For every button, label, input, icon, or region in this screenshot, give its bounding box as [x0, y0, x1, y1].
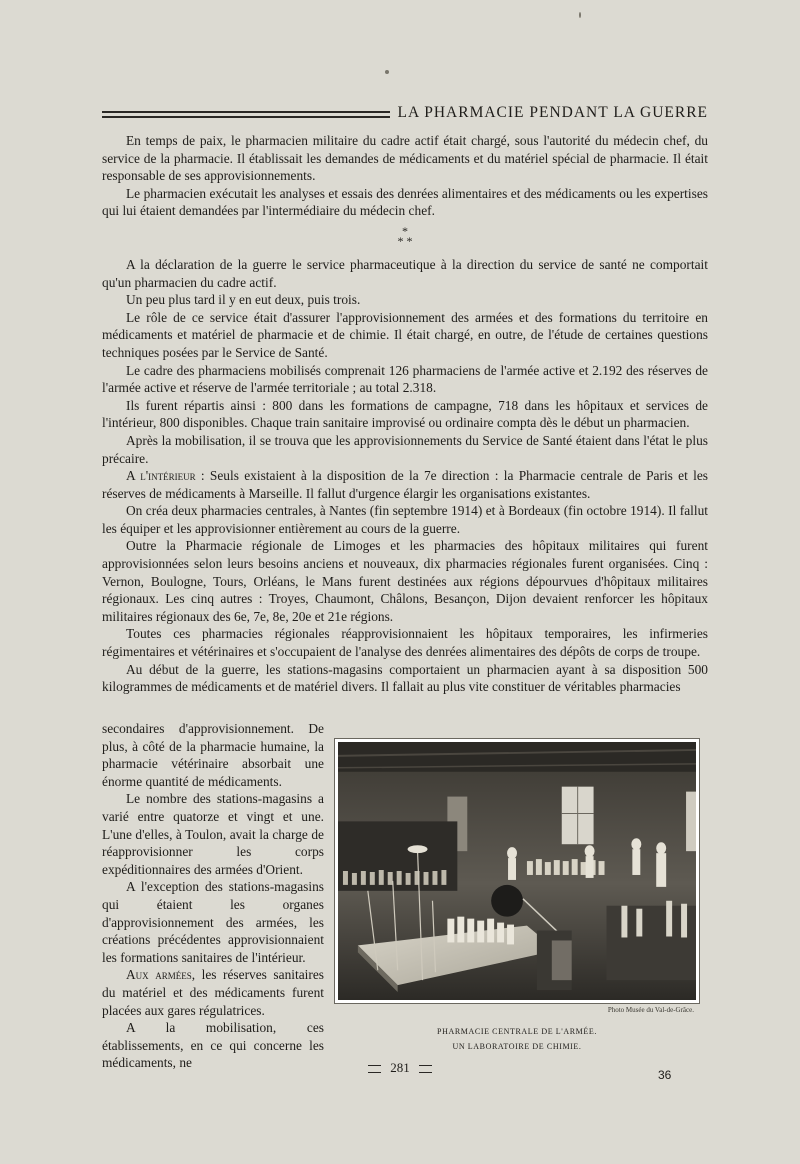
asterism-divider — [102, 223, 708, 248]
laboratory-photo — [334, 738, 700, 1004]
paragraph: Toutes ces pharmacies régionales réapprovisionnaient les hôpitaux temporaires, les infirmeries régimentaires et vétérinaires et s'occupaient de l'analyse des denrées alimentaires des dépôts de corps de troupe. — [102, 626, 708, 660]
page-number: 281 — [390, 1060, 410, 1075]
folio-ornament — [368, 1065, 381, 1073]
photo-caption-line: UN LABORATOIRE DE CHIMIE. — [452, 1042, 582, 1051]
column-paragraph: A la mobilisation, ces établissements, en ce qui concerne les médicaments, ne — [102, 1020, 324, 1071]
left-column-text — [102, 720, 324, 1072]
asterism-top: * — [402, 223, 408, 238]
paragraph: On créa deux pharmacies centrales, à Nantes (fin septembre 1914) et à Bordeaux (fin octobre 1914). Il fallut les équiper et les approvisionner entièrement au cours de la guerre. — [102, 503, 708, 536]
paragraph-rest: : Seuls existaient à la disposition de la 7e direction : la Pharmacie centrale de Paris et les réserves de médicaments à Marseille. Il fallut d'urgence élargir les organisations existantes. — [102, 468, 708, 501]
paragraph-lead: A — [126, 468, 141, 484]
ink-speck — [385, 70, 389, 74]
paragraph: Le rôle de ce service était d'assurer l'approvisionnement des armées et des formations du territoire en médicaments et matériel de pharmacie et de chimie. Il était chargé, en outre, de l'étude de certaines questions techniques posées par le Service de Santé. — [102, 309, 708, 360]
asterism-bottom: * * — [397, 233, 413, 248]
paragraph-armees — [102, 966, 324, 1019]
ink-speck — [579, 12, 581, 18]
paragraph: A la déclaration de la guerre le service pharmaceutique à la direction du service de santé ne comportait qu'un pharmacien du cadre actif. — [102, 256, 708, 290]
page-folio — [362, 1060, 438, 1076]
paragraph-interieur — [102, 467, 708, 502]
paragraph: Un peu plus tard il y en eut deux, puis trois. — [126, 292, 361, 308]
paragraph: Le cadre des pharmaciens mobilisés comprenait 126 pharmaciens de l'armée active et 2.192 des réserves de l'armée active et réserve de l'armée territoriale ; au total 2.318. — [102, 362, 708, 396]
paragraph: Au début de la guerre, les stations-magasins comportaient un pharmacien ayant à sa disposition 500 kilogrammes de médicaments et de matériel divers. Il fallait au plus vite constituer de véritables pharmacies — [102, 661, 708, 695]
laboratory-photo-image — [338, 742, 696, 1000]
main-text — [102, 132, 708, 696]
plate-number: 36 — [658, 1068, 672, 1082]
paragraph-rest: , les réserves sanitaires du matériel et des médicaments furent placées aux gares régulatrices. — [102, 967, 324, 1018]
paragraph: Le pharmacien exécutait les analyses et essais des denrées alimentaires et des médicaments ou les expertises qui lui étaient demandées par l'intermédiaire du médecin chef. — [102, 185, 708, 219]
section-label-interieur: l'intérieur — [140, 468, 196, 484]
column-paragraph: secondaires d'approvisionnement. De plus, à côté de la pharmacie humaine, la pharmacie vétérinaire absorbait une énorme quantité de médicaments. — [102, 721, 324, 789]
folio-ornament — [419, 1065, 432, 1073]
running-title: LA PHARMACIE PENDANT LA GUERRE — [397, 104, 708, 121]
paragraph: Ils furent répartis ainsi : 800 dans les formations de campagne, 718 dans les hôpitaux et services de l'intérieur, 800 disponibles. Chaque train sanitaire improvisé ou ordinaire compta dès le début un pharmacien. — [102, 397, 708, 431]
photo-caption-line: PHARMACIE CENTRALE DE L'ARMÉE. — [437, 1027, 597, 1036]
paragraph: Outre la Pharmacie régionale de Limoges et les pharmacies des hôpitaux militaires qui furent approvisionnées selon leurs besoins anciens et nouveaux, dix pharmacies régionales furent organisées. Cinq : Vernon, Boulogne, Tours, Orléans, le Mans furent destinées aux régions dépourvues d'hôpitaux militaires régionaux. Les cinq autres : Troyes, Chaumont, Châlons, Besançon, Dijon devaient renforcer les hôpitaux militaires régionaux des 6e, 7e, 8e, 20e et 21e régions. — [102, 538, 708, 624]
header-rule — [102, 116, 390, 118]
section-label-armees: Aux armées — [126, 967, 192, 983]
photo-caption — [334, 1024, 700, 1054]
header-rule — [102, 111, 390, 113]
column-paragraph: Le nombre des stations-magasins a varié entre quatorze et vingt et une. L'une d'elles, à Toulon, avait la charge de réapprovisionner les corps expéditionnaires des armées d'Orient. — [102, 791, 324, 877]
photo-credit: Photo Musée du Val-de-Grâce. — [607, 1006, 694, 1014]
paragraph: En temps de paix, le pharmacien militaire du cadre actif était chargé, sous l'autorité du médecin chef, du service de la pharmacie. Il établissait les demandes de médicaments et du matériel spécial de pharmacie. Il était responsable de ses approvisionnements. — [102, 133, 708, 184]
page-header — [102, 104, 708, 128]
paragraph: Après la mobilisation, il se trouva que les approvisionnements du Service de Santé étaient dans l'état le plus précaire. — [102, 432, 708, 466]
column-paragraph: A l'exception des stations-magasins qui étaient les organes d'approvisionnement des armées, les créations précédentes approvisionnaient les formations sanitaires de l'intérieur. — [102, 879, 324, 965]
